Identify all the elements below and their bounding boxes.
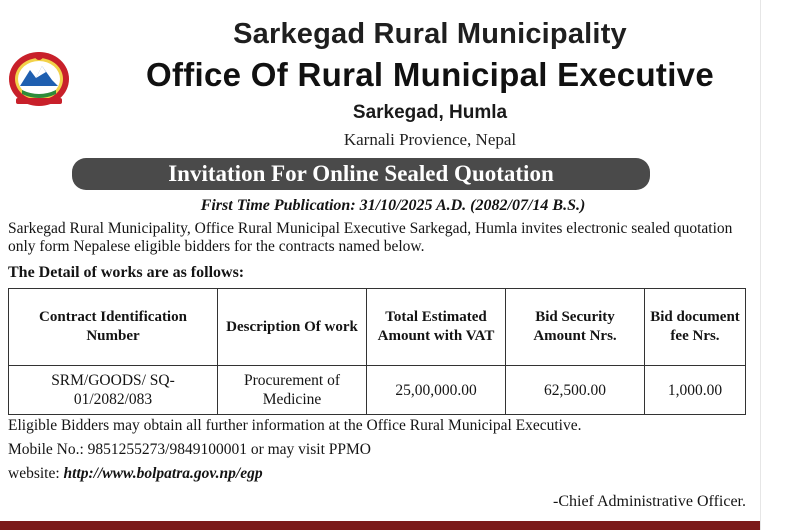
notice-banner bbox=[72, 158, 650, 190]
mobile-line: Mobile No.: 9851255273/9849100001 or may visit PPMO bbox=[8, 441, 371, 458]
table-header-row bbox=[9, 289, 746, 366]
intro-paragraph: Sarkegad Rural Municipality, Office Rural Municipal Executive Sarkegad, Humla invites electronic sealed quotation only form Nepalese eligible bidders for the contracts named below. bbox=[8, 220, 733, 255]
website-link[interactable]: http://www.bolpatra.gov.np/egp bbox=[63, 465, 263, 482]
col-contract-id: Contract Identification Number bbox=[9, 289, 218, 366]
signature: -Chief Administrative Officer. bbox=[553, 493, 746, 510]
office-name: Office Of Rural Municipal Executive bbox=[146, 56, 714, 93]
municipality-name: Sarkegad Rural Municipality bbox=[233, 18, 627, 50]
cell-description: Procurement of Medicine bbox=[218, 366, 367, 415]
table-row bbox=[9, 366, 746, 415]
bottom-border bbox=[0, 521, 760, 530]
details-heading: The Detail of works are as follows: bbox=[8, 264, 245, 281]
col-estimated-amount: Total Estimated Amount with VAT bbox=[367, 289, 506, 366]
page-edge bbox=[760, 0, 786, 530]
col-description: Description Of work bbox=[218, 289, 367, 366]
col-bid-security: Bid Security Amount Nrs. bbox=[506, 289, 645, 366]
province-name: Karnali Provience, Nepal bbox=[343, 130, 517, 149]
place-name: Sarkegad, Humla bbox=[352, 102, 508, 123]
works-table bbox=[8, 288, 746, 415]
col-document-fee: Bid document fee Nrs. bbox=[645, 289, 746, 366]
info-line: Eligible Bidders may obtain all further information at the Office Rural Municipal Executive. bbox=[8, 417, 582, 434]
cell-estimated-amount: 25,00,000.00 bbox=[367, 366, 506, 415]
cell-document-fee: 1,000.00 bbox=[645, 366, 746, 415]
website-line bbox=[8, 465, 778, 483]
website-label: website: bbox=[8, 465, 64, 482]
nepal-emblem-icon bbox=[6, 48, 72, 108]
cell-bid-security: 62,500.00 bbox=[506, 366, 645, 415]
cell-contract-id: SRM/GOODS/ SQ-01/2082/083 bbox=[9, 366, 218, 415]
banner-title: Invitation For Online Sealed Quotation bbox=[168, 161, 554, 186]
publication-date: First Time Publication: 31/10/2025 A.D. (2082/07/14 B.S.) bbox=[200, 197, 586, 214]
